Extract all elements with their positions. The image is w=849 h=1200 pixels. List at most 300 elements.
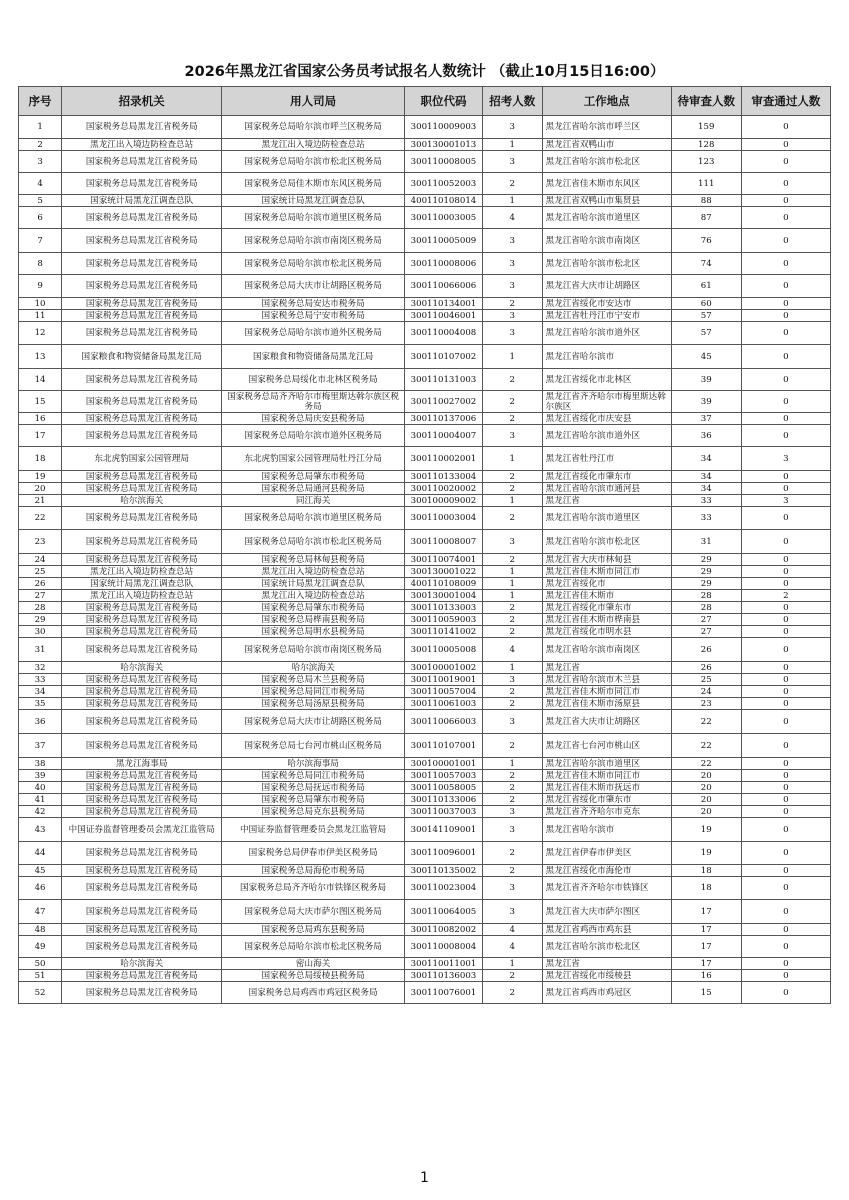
cell-pending: 19 — [671, 842, 741, 865]
cell-agency: 国家税务总局黑龙江省税务局 — [62, 865, 222, 877]
cell-pending: 26 — [671, 638, 741, 662]
cell-pending: 128 — [671, 139, 741, 151]
cell-approved: 0 — [741, 507, 830, 530]
cell-location: 黑龙江省伊春市伊美区 — [542, 842, 671, 865]
cell-location: 黑龙江省绥化市 — [542, 578, 671, 590]
cell-pending: 22 — [671, 710, 741, 734]
cell-location: 黑龙江省哈尔滨市道外区 — [542, 322, 671, 345]
cell-agency: 国家税务总局黑龙江省税务局 — [62, 554, 222, 566]
table-row — [19, 229, 831, 253]
cell-quota: 1 — [482, 195, 542, 207]
cell-department: 国家税务总局哈尔滨市松北区税务局 — [222, 936, 405, 958]
cell-pending: 29 — [671, 554, 741, 566]
cell-approved: 0 — [741, 310, 830, 322]
cell-location: 黑龙江省佳木斯市东风区 — [542, 173, 671, 195]
cell-department: 国家税务总局克东县税务局 — [222, 806, 405, 818]
cell-location: 黑龙江省大庆市林甸县 — [542, 554, 671, 566]
cell-department: 国家税务总局木兰县税务局 — [222, 674, 405, 686]
table-row — [19, 139, 831, 151]
table-row — [19, 471, 831, 483]
cell-quota: 4 — [482, 638, 542, 662]
cell-index: 4 — [19, 173, 62, 195]
table-row — [19, 982, 831, 1004]
cell-agency: 黑龙江海事局 — [62, 758, 222, 770]
cell-department: 国家税务总局哈尔滨市呼兰区税务局 — [222, 116, 405, 139]
cell-approved: 0 — [741, 322, 830, 345]
cell-department: 国家税务总局鸡西市鸡冠区税务局 — [222, 982, 405, 1004]
cell-pending: 33 — [671, 495, 741, 507]
cell-index: 38 — [19, 758, 62, 770]
cell-location: 黑龙江省双鸭山市集贤县 — [542, 195, 671, 207]
cell-pending: 60 — [671, 298, 741, 310]
table-row — [19, 275, 831, 298]
cell-index: 36 — [19, 710, 62, 734]
cell-pending: 24 — [671, 686, 741, 698]
cell-position-code: 300110133003 — [404, 602, 482, 614]
cell-approved: 0 — [741, 116, 830, 139]
cell-position-code: 300110076001 — [404, 982, 482, 1004]
cell-agency: 国家税务总局黑龙江省税务局 — [62, 794, 222, 806]
cell-department: 黑龙江出入境边防检查总站 — [222, 566, 405, 578]
cell-agency: 国家税务总局黑龙江省税务局 — [62, 275, 222, 298]
cell-approved: 3 — [741, 495, 830, 507]
cell-location: 黑龙江省佳木斯市桦南县 — [542, 614, 671, 626]
cell-pending: 19 — [671, 818, 741, 842]
cell-approved: 0 — [741, 626, 830, 638]
cell-location: 黑龙江省哈尔滨市松北区 — [542, 151, 671, 173]
cell-index: 13 — [19, 345, 62, 369]
cell-department: 国家税务总局肇东市税务局 — [222, 602, 405, 614]
cell-location: 黑龙江省绥化市庆安县 — [542, 413, 671, 425]
table-row — [19, 710, 831, 734]
cell-location: 黑龙江省绥化市绥棱县 — [542, 970, 671, 982]
cell-approved: 0 — [741, 275, 830, 298]
cell-position-code: 300110061003 — [404, 698, 482, 710]
table-row — [19, 447, 831, 471]
cell-position-code: 300110008007 — [404, 530, 482, 554]
cell-quota: 2 — [482, 626, 542, 638]
cell-agency: 国家税务总局黑龙江省税务局 — [62, 877, 222, 900]
cell-quota: 2 — [482, 369, 542, 391]
cell-quota: 4 — [482, 936, 542, 958]
cell-position-code: 300130001013 — [404, 139, 482, 151]
cell-approved: 0 — [741, 674, 830, 686]
cell-location: 黑龙江省哈尔滨市 — [542, 345, 671, 369]
cell-pending: 27 — [671, 626, 741, 638]
cell-index: 42 — [19, 806, 62, 818]
cell-index: 32 — [19, 662, 62, 674]
cell-department: 国家税务总局抚远市税务局 — [222, 782, 405, 794]
cell-quota: 4 — [482, 207, 542, 229]
cell-department: 国家税务总局齐齐哈尔市铁锋区税务局 — [222, 877, 405, 900]
cell-quota: 3 — [482, 275, 542, 298]
cell-quota: 2 — [482, 734, 542, 758]
cell-position-code: 300110057003 — [404, 770, 482, 782]
cell-quota: 1 — [482, 566, 542, 578]
table-row — [19, 865, 831, 877]
cell-quota: 3 — [482, 310, 542, 322]
table-row — [19, 425, 831, 447]
table-row — [19, 842, 831, 865]
cell-pending: 57 — [671, 310, 741, 322]
cell-position-code: 300110008005 — [404, 151, 482, 173]
cell-approved: 0 — [741, 662, 830, 674]
cell-approved: 0 — [741, 982, 830, 1004]
cell-location: 黑龙江省佳木斯市同江市 — [542, 770, 671, 782]
cell-index: 12 — [19, 322, 62, 345]
cell-index: 8 — [19, 253, 62, 275]
cell-agency: 国家税务总局黑龙江省税务局 — [62, 674, 222, 686]
cell-quota: 1 — [482, 958, 542, 970]
cell-pending: 159 — [671, 116, 741, 139]
cell-agency: 黑龙江出入境边防检查总站 — [62, 139, 222, 151]
cell-approved: 0 — [741, 865, 830, 877]
table-row — [19, 507, 831, 530]
cell-department: 国家税务总局哈尔滨市松北区税务局 — [222, 253, 405, 275]
cell-department: 中国证券监督管理委员会黑龙江监管局 — [222, 818, 405, 842]
cell-position-code: 300110057004 — [404, 686, 482, 698]
cell-location: 黑龙江省佳木斯市汤原县 — [542, 698, 671, 710]
cell-position-code: 300110002001 — [404, 447, 482, 471]
cell-quota: 2 — [482, 554, 542, 566]
cell-position-code: 300110037003 — [404, 806, 482, 818]
cell-agency: 国家税务总局黑龙江省税务局 — [62, 413, 222, 425]
cell-pending: 22 — [671, 758, 741, 770]
cell-approved: 0 — [741, 369, 830, 391]
cell-quota: 2 — [482, 770, 542, 782]
cell-index: 15 — [19, 391, 62, 413]
cell-agency: 黑龙江出入境边防检查总站 — [62, 590, 222, 602]
cell-department: 国家税务总局肇东市税务局 — [222, 471, 405, 483]
cell-approved: 0 — [741, 173, 830, 195]
header-index: 序号 — [19, 87, 62, 116]
cell-location: 黑龙江省哈尔滨市木兰县 — [542, 674, 671, 686]
cell-location: 黑龙江省牡丹江市 — [542, 447, 671, 471]
cell-location: 黑龙江省绥化市北林区 — [542, 369, 671, 391]
cell-position-code: 300110009003 — [404, 116, 482, 139]
cell-agency: 国家税务总局黑龙江省税务局 — [62, 782, 222, 794]
cell-location: 黑龙江省绥化市肇东市 — [542, 794, 671, 806]
cell-pending: 34 — [671, 483, 741, 495]
cell-department: 国家税务总局同江市税务局 — [222, 770, 405, 782]
cell-pending: 74 — [671, 253, 741, 275]
cell-location: 黑龙江省佳木斯市 — [542, 590, 671, 602]
cell-pending: 28 — [671, 590, 741, 602]
cell-department: 东北虎豹国家公园管理局牡丹江分局 — [222, 447, 405, 471]
table-row — [19, 578, 831, 590]
cell-approved: 0 — [741, 734, 830, 758]
registration-table — [18, 86, 831, 1004]
cell-index: 17 — [19, 425, 62, 447]
cell-position-code: 300110131003 — [404, 369, 482, 391]
cell-pending: 123 — [671, 151, 741, 173]
cell-location: 黑龙江省鸡西市鸡冠区 — [542, 982, 671, 1004]
cell-position-code: 300110082002 — [404, 924, 482, 936]
cell-location: 黑龙江省哈尔滨市南岗区 — [542, 229, 671, 253]
cell-approved: 0 — [741, 566, 830, 578]
cell-pending: 17 — [671, 958, 741, 970]
cell-index: 5 — [19, 195, 62, 207]
table-row — [19, 674, 831, 686]
cell-pending: 31 — [671, 530, 741, 554]
cell-position-code: 300110008006 — [404, 253, 482, 275]
cell-approved: 0 — [741, 698, 830, 710]
cell-location: 黑龙江省绥化市安达市 — [542, 298, 671, 310]
cell-index: 23 — [19, 530, 62, 554]
cell-quota: 3 — [482, 229, 542, 253]
cell-department: 国家税务总局海伦市税务局 — [222, 865, 405, 877]
cell-department: 国家税务总局林甸县税务局 — [222, 554, 405, 566]
cell-department: 国家税务总局伊春市伊美区税务局 — [222, 842, 405, 865]
cell-position-code: 400110108014 — [404, 195, 482, 207]
page-title: 2026年黑龙江省国家公务员考试报名人数统计 （截止10月15日16:00） — [184, 64, 665, 80]
cell-department: 国家税务总局哈尔滨市道里区税务局 — [222, 507, 405, 530]
cell-approved: 0 — [741, 139, 830, 151]
cell-position-code: 300110005008 — [404, 638, 482, 662]
cell-department: 国家统计局黑龙江调查总队 — [222, 195, 405, 207]
cell-agency: 国家税务总局黑龙江省税务局 — [62, 391, 222, 413]
cell-agency: 国家税务总局黑龙江省税务局 — [62, 207, 222, 229]
table-row — [19, 758, 831, 770]
cell-quota: 4 — [482, 924, 542, 936]
cell-approved: 0 — [741, 877, 830, 900]
cell-agency: 中国证券监督管理委员会黑龙江监管局 — [62, 818, 222, 842]
cell-approved: 0 — [741, 770, 830, 782]
table-row — [19, 782, 831, 794]
cell-position-code: 300110003005 — [404, 207, 482, 229]
cell-department: 国家税务总局庆安县税务局 — [222, 413, 405, 425]
cell-agency: 国家税务总局黑龙江省税务局 — [62, 614, 222, 626]
cell-pending: 20 — [671, 782, 741, 794]
cell-index: 43 — [19, 818, 62, 842]
cell-department: 国家税务总局汤原县税务局 — [222, 698, 405, 710]
table-row — [19, 253, 831, 275]
cell-location: 黑龙江省大庆市让胡路区 — [542, 710, 671, 734]
cell-position-code: 300110136003 — [404, 970, 482, 982]
cell-index: 30 — [19, 626, 62, 638]
cell-location: 黑龙江省哈尔滨市松北区 — [542, 253, 671, 275]
cell-pending: 37 — [671, 413, 741, 425]
table-row — [19, 322, 831, 345]
cell-agency: 国家税务总局黑龙江省税务局 — [62, 483, 222, 495]
cell-index: 11 — [19, 310, 62, 322]
cell-department: 哈尔滨海关 — [222, 662, 405, 674]
cell-agency: 国家税务总局黑龙江省税务局 — [62, 310, 222, 322]
cell-agency: 国家税务总局黑龙江省税务局 — [62, 322, 222, 345]
cell-approved: 0 — [741, 614, 830, 626]
cell-index: 6 — [19, 207, 62, 229]
cell-index: 37 — [19, 734, 62, 758]
cell-index: 20 — [19, 483, 62, 495]
cell-index: 9 — [19, 275, 62, 298]
cell-quota: 2 — [482, 970, 542, 982]
cell-approved: 0 — [741, 578, 830, 590]
cell-agency: 国家税务总局黑龙江省税务局 — [62, 173, 222, 195]
cell-pending: 18 — [671, 865, 741, 877]
cell-position-code: 300100001002 — [404, 662, 482, 674]
cell-approved: 0 — [741, 602, 830, 614]
cell-location: 黑龙江省绥化市肇东市 — [542, 602, 671, 614]
cell-approved: 0 — [741, 970, 830, 982]
cell-agency: 国家税务总局黑龙江省税务局 — [62, 686, 222, 698]
table-row — [19, 391, 831, 413]
cell-quota: 2 — [482, 507, 542, 530]
cell-agency: 国家税务总局黑龙江省税务局 — [62, 770, 222, 782]
cell-agency: 国家统计局黑龙江调查总队 — [62, 195, 222, 207]
cell-department: 国家税务总局大庆市让胡路区税务局 — [222, 275, 405, 298]
header-quota: 招考人数 — [482, 87, 542, 116]
cell-agency: 哈尔滨海关 — [62, 662, 222, 674]
cell-index: 46 — [19, 877, 62, 900]
table-body — [19, 116, 831, 1004]
cell-pending: 61 — [671, 275, 741, 298]
cell-position-code: 300110004007 — [404, 425, 482, 447]
table-row — [19, 686, 831, 698]
cell-department: 国家税务总局通河县税务局 — [222, 483, 405, 495]
cell-quota: 1 — [482, 758, 542, 770]
cell-location: 黑龙江省齐齐哈尔市铁锋区 — [542, 877, 671, 900]
cell-agency: 哈尔滨海关 — [62, 958, 222, 970]
cell-approved: 0 — [741, 924, 830, 936]
cell-position-code: 300110066006 — [404, 275, 482, 298]
cell-agency: 国家税务总局黑龙江省税务局 — [62, 298, 222, 310]
cell-location: 黑龙江省 — [542, 662, 671, 674]
cell-approved: 0 — [741, 151, 830, 173]
cell-approved: 0 — [741, 900, 830, 924]
cell-department: 国家税务总局大庆市让胡路区税务局 — [222, 710, 405, 734]
cell-position-code: 300110096001 — [404, 842, 482, 865]
cell-quota: 3 — [482, 710, 542, 734]
cell-approved: 0 — [741, 686, 830, 698]
cell-agency: 国家税务总局黑龙江省税务局 — [62, 806, 222, 818]
cell-position-code: 300110064005 — [404, 900, 482, 924]
cell-agency: 国家税务总局黑龙江省税务局 — [62, 638, 222, 662]
header-approved: 审查通过人数 — [741, 87, 830, 116]
cell-position-code: 300100001001 — [404, 758, 482, 770]
table-row — [19, 970, 831, 982]
cell-quota: 1 — [482, 578, 542, 590]
page-number: 1 — [420, 1170, 429, 1186]
cell-index: 14 — [19, 369, 62, 391]
cell-pending: 111 — [671, 173, 741, 195]
cell-quota: 3 — [482, 151, 542, 173]
cell-agency: 国家税务总局黑龙江省税务局 — [62, 151, 222, 173]
header-department: 用人司局 — [222, 87, 405, 116]
cell-quota: 2 — [482, 842, 542, 865]
cell-pending: 39 — [671, 369, 741, 391]
cell-position-code: 300110066003 — [404, 710, 482, 734]
cell-index: 3 — [19, 151, 62, 173]
cell-quota: 1 — [482, 662, 542, 674]
cell-quota: 2 — [482, 298, 542, 310]
cell-quota: 3 — [482, 818, 542, 842]
cell-approved: 0 — [741, 207, 830, 229]
cell-department: 国家税务总局宁安市税务局 — [222, 310, 405, 322]
cell-position-code: 300110135002 — [404, 865, 482, 877]
cell-agency: 国家税务总局黑龙江省税务局 — [62, 253, 222, 275]
cell-index: 2 — [19, 139, 62, 151]
cell-quota: 1 — [482, 345, 542, 369]
cell-quota: 1 — [482, 447, 542, 471]
table-row — [19, 770, 831, 782]
header-agency: 招录机关 — [62, 87, 222, 116]
cell-department: 国家税务总局齐齐哈尔市梅里斯达斡尔族区税务局 — [222, 391, 405, 413]
cell-quota: 2 — [482, 698, 542, 710]
cell-approved: 0 — [741, 818, 830, 842]
cell-department: 国家税务总局肇东市税务局 — [222, 794, 405, 806]
cell-location: 黑龙江省佳木斯市抚远市 — [542, 782, 671, 794]
cell-quota: 3 — [482, 877, 542, 900]
cell-location: 黑龙江省大庆市萨尔图区 — [542, 900, 671, 924]
cell-agency: 国家统计局黑龙江调查总队 — [62, 578, 222, 590]
header-location: 工作地点 — [542, 87, 671, 116]
cell-agency: 国家税务总局黑龙江省税务局 — [62, 425, 222, 447]
cell-position-code: 400110108009 — [404, 578, 482, 590]
cell-location: 黑龙江省鸡西市鸡东县 — [542, 924, 671, 936]
table-row — [19, 590, 831, 602]
table-row — [19, 614, 831, 626]
table-row — [19, 310, 831, 322]
table-row — [19, 483, 831, 495]
cell-approved: 0 — [741, 806, 830, 818]
cell-pending: 20 — [671, 806, 741, 818]
cell-approved: 0 — [741, 483, 830, 495]
cell-department: 国家税务总局哈尔滨市松北区税务局 — [222, 530, 405, 554]
cell-quota: 2 — [482, 173, 542, 195]
cell-index: 28 — [19, 602, 62, 614]
cell-department: 国家税务总局安达市税务局 — [222, 298, 405, 310]
cell-location: 黑龙江省绥化市明水县 — [542, 626, 671, 638]
cell-approved: 0 — [741, 554, 830, 566]
cell-index: 47 — [19, 900, 62, 924]
cell-position-code: 300110052003 — [404, 173, 482, 195]
cell-index: 22 — [19, 507, 62, 530]
cell-pending: 33 — [671, 507, 741, 530]
cell-index: 34 — [19, 686, 62, 698]
cell-location: 黑龙江省哈尔滨市呼兰区 — [542, 116, 671, 139]
table-row — [19, 207, 831, 229]
header-position-code: 职位代码 — [404, 87, 482, 116]
cell-index: 16 — [19, 413, 62, 425]
cell-position-code: 300110141002 — [404, 626, 482, 638]
cell-index: 21 — [19, 495, 62, 507]
cell-agency: 国家税务总局黑龙江省税务局 — [62, 602, 222, 614]
table-row — [19, 554, 831, 566]
table-row — [19, 958, 831, 970]
cell-quota: 3 — [482, 322, 542, 345]
cell-department: 国家税务总局哈尔滨市道里区税务局 — [222, 207, 405, 229]
cell-agency: 哈尔滨海关 — [62, 495, 222, 507]
cell-index: 33 — [19, 674, 62, 686]
cell-pending: 34 — [671, 471, 741, 483]
table-row — [19, 530, 831, 554]
cell-location: 黑龙江省哈尔滨市道里区 — [542, 758, 671, 770]
cell-index: 7 — [19, 229, 62, 253]
cell-department: 国家税务总局哈尔滨市南岗区税务局 — [222, 638, 405, 662]
cell-department: 国家税务总局大庆市萨尔图区税务局 — [222, 900, 405, 924]
cell-approved: 0 — [741, 425, 830, 447]
cell-quota: 3 — [482, 425, 542, 447]
cell-agency: 国家税务总局黑龙江省税务局 — [62, 626, 222, 638]
cell-position-code: 300110005009 — [404, 229, 482, 253]
table-header-row — [19, 87, 831, 116]
cell-index: 35 — [19, 698, 62, 710]
cell-approved: 0 — [741, 758, 830, 770]
cell-pending: 26 — [671, 662, 741, 674]
cell-index: 24 — [19, 554, 62, 566]
table-row — [19, 924, 831, 936]
cell-department: 国家税务总局鸡东县税务局 — [222, 924, 405, 936]
